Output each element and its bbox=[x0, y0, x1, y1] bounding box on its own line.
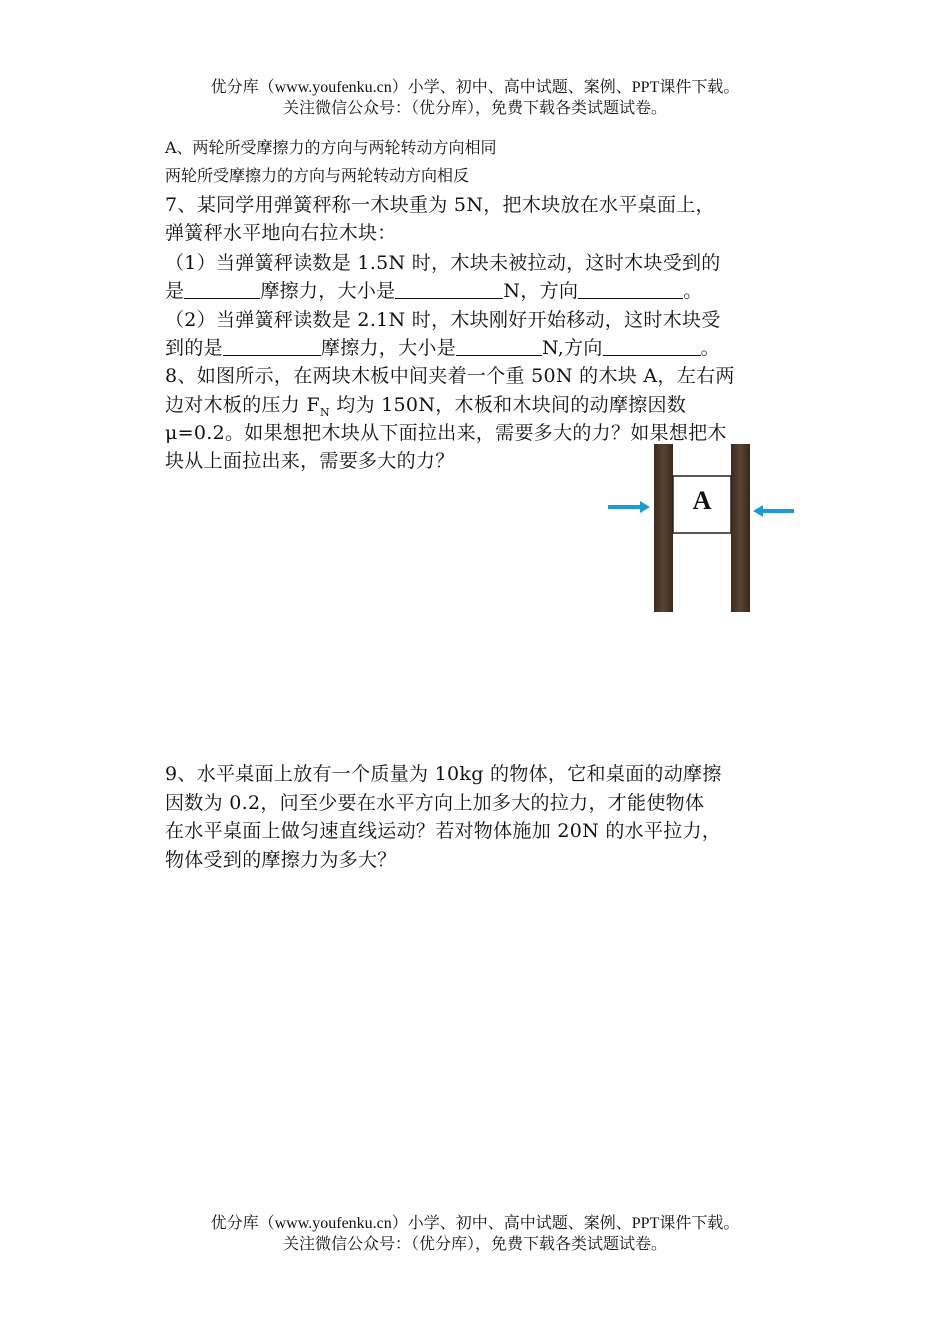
q8-line-2-a: 边对木板的压力 F bbox=[165, 394, 320, 416]
q7-p1-blank-size[interactable] bbox=[395, 280, 503, 299]
page-footer bbox=[0, 1213, 950, 1255]
footer-line-2: 关注微信公众号：（优分库），免费下载各类试题试卷。 bbox=[282, 1236, 667, 1253]
q8-line-1: 8、如图所示，在两块木板中间夹着一个重 50N 的木块 A，左右两 bbox=[165, 365, 735, 387]
q8-line-3: μ=0.2。如果想把木块从下面拉出来，需要多大的力？如果想把木 bbox=[165, 422, 727, 444]
option-b: 两轮所受摩擦力的方向与两轮转动方向相反 bbox=[165, 166, 470, 185]
q7-stem-line-2: 弹簧秤水平地向右拉木块： bbox=[165, 222, 397, 244]
q8-line-2 bbox=[165, 390, 686, 419]
q8-line-2-b: 均为 150N，木板和木块间的动摩擦因数 bbox=[329, 394, 687, 416]
q9-line-3: 在水平桌面上做匀速直线运动？若对物体施加 20N 的水平拉力， bbox=[165, 820, 722, 842]
q9-line-2: 因数为 0.2，问至少要在水平方向上加多大的拉力，才能使物体 bbox=[165, 792, 705, 814]
q8-figure bbox=[600, 440, 800, 616]
q7-p2-text-a: 到的是 bbox=[165, 337, 223, 359]
q7-p1-blank-direction[interactable] bbox=[578, 280, 683, 299]
q7-part2-line-1: （2）当弹簧秤读数是 2.1N 时，木块刚好开始移动，这时木块受 bbox=[165, 309, 721, 331]
left-force-arrow bbox=[608, 501, 650, 513]
q7-part2-line-2 bbox=[165, 333, 720, 360]
q8-force-subscript: N bbox=[319, 405, 330, 419]
left-board bbox=[654, 444, 673, 612]
q7-p2-text-d: 。 bbox=[700, 337, 720, 359]
right-force-arrow bbox=[753, 505, 794, 517]
q7-p1-text-a: 是 bbox=[165, 280, 185, 302]
q7-p1-text-b: 摩擦力，大小是 bbox=[260, 280, 396, 302]
q7-p2-text-c: N,方向 bbox=[542, 337, 603, 359]
page-header bbox=[0, 77, 950, 119]
q9-line-1: 9、水平桌面上放有一个质量为 10kg 的物体，它和桌面的动摩擦 bbox=[165, 763, 722, 785]
q7-p2-text-b: 摩擦力，大小是 bbox=[320, 337, 457, 359]
block-a-label: A bbox=[692, 486, 712, 515]
q7-p1-text-d: 。 bbox=[683, 280, 703, 302]
q8-line-4: 块从上面拉出来，需要多大的力？ bbox=[165, 450, 455, 472]
q7-stem-line-1: 7、某同学用弹簧秤称一木块重为 5N，把木块放在水平桌面上， bbox=[165, 194, 715, 216]
footer-line-1: 优分库（www.youfenku.cn）小学、初中、高中试题、案例、PPT课件下载。 bbox=[210, 1215, 740, 1232]
header-line-1: 优分库（www.youfenku.cn）小学、初中、高中试题、案例、PPT课件下载。 bbox=[210, 79, 740, 96]
q7-p1-blank-type[interactable] bbox=[184, 280, 260, 299]
header-line-2: 关注微信公众号：（优分库），免费下载各类试题试卷。 bbox=[282, 100, 667, 117]
option-a: A、两轮所受摩擦力的方向与两轮转动方向相同 bbox=[165, 138, 497, 157]
q7-p2-blank-direction[interactable] bbox=[603, 337, 701, 356]
q7-part1-line-1: （1）当弹簧秤读数是 1.5N 时，木块未被拉动，这时木块受到的 bbox=[165, 252, 721, 274]
right-board bbox=[731, 444, 750, 612]
q7-part1-line-2 bbox=[165, 276, 703, 303]
q7-p1-text-c: N，方向 bbox=[503, 280, 579, 302]
q7-p2-blank-type[interactable] bbox=[223, 337, 321, 356]
q7-p2-blank-size[interactable] bbox=[456, 337, 542, 356]
q9-line-4: 物体受到的摩擦力为多大？ bbox=[165, 849, 397, 871]
